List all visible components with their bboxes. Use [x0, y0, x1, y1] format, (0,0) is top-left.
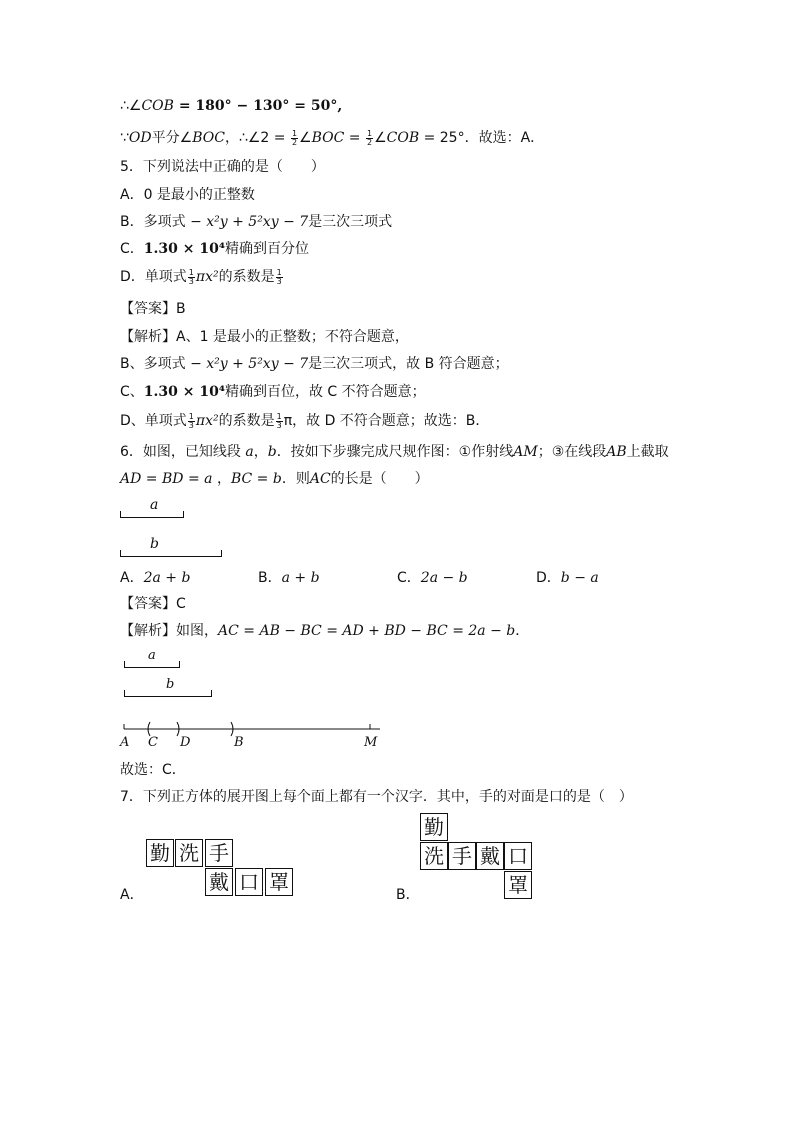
angle-value: = 180° − 130° = 50°, — [173, 98, 343, 114]
angle-cob: COB — [141, 98, 174, 114]
net-a-cell: 戴 — [205, 868, 233, 896]
point-d-label: D — [180, 735, 191, 750]
segment-b-label: b — [150, 536, 159, 552]
denominator: 2 — [366, 137, 373, 147]
text: C． — [120, 241, 144, 257]
q7-option-b-label: B． — [396, 887, 420, 903]
fig2-segment-b-label: b — [166, 677, 175, 692]
math: πx² — [195, 269, 219, 285]
bisect-text: 平分∠ — [151, 130, 193, 146]
fig2-segment-b — [124, 690, 212, 697]
math: 1.30 × 10⁴ — [143, 384, 225, 400]
text: ， — [212, 471, 231, 487]
fraction-half-2 — [366, 130, 373, 147]
net-a-cell: 罩 — [265, 868, 293, 896]
text: ，故 D 不符合题意；故选：B． — [292, 413, 490, 429]
denominator: 3 — [188, 276, 194, 286]
fraction-third-4 — [276, 413, 283, 430]
text: 【解析】如图， — [120, 623, 218, 639]
numerator: 1 — [291, 128, 298, 138]
math: 2a + b — [143, 570, 191, 586]
text: 上截取 — [626, 444, 669, 460]
q6-explain — [120, 621, 529, 641]
denominator: 2 — [291, 137, 298, 147]
angle-symbol: ∠ — [374, 130, 387, 146]
angle-boc-2: BOC — [311, 130, 345, 146]
text: 精确到百分位 — [224, 241, 309, 257]
q7-option-a-label: A． — [120, 887, 144, 903]
net-b-cell: 勤 — [420, 813, 448, 841]
q6-answer: 【答案】C — [120, 596, 186, 612]
q5-stem: 5．下列说法中正确的是（ ） — [120, 159, 325, 175]
net-b-cell: 戴 — [476, 842, 504, 870]
q5-option-b — [120, 212, 392, 232]
text: B．多项式 — [120, 214, 191, 230]
math: 2a − b — [420, 570, 468, 586]
denominator: 3 — [276, 420, 282, 430]
label: B． — [258, 570, 282, 586]
solution-line-1 — [120, 96, 342, 116]
net-a-cell: 洗 — [175, 839, 203, 867]
text: D、单项式 — [120, 413, 187, 429]
text: 是三次三项式 — [308, 214, 393, 230]
point-b-label: B — [234, 735, 244, 750]
math: πx² — [195, 413, 219, 429]
text: ．则 — [281, 471, 310, 487]
equals: = — [344, 130, 365, 146]
math: AB — [606, 444, 627, 460]
text: ． — [515, 623, 530, 639]
math: − x²y + 5²xy − 7 — [190, 214, 309, 230]
math: AC = AB − BC = AD + BD − BC = 2a − b — [218, 623, 516, 639]
math: = — [141, 471, 162, 487]
math: 1.30 × 10⁴ — [143, 241, 225, 257]
q5-explain-1: 【解析】A、1 是最小的正整数；不符合题意， — [120, 329, 409, 345]
net-b-cell: 洗 — [420, 842, 448, 870]
because-symbol: ∵ — [120, 130, 129, 146]
text: D．单项式 — [120, 269, 187, 285]
math: = — [252, 471, 273, 487]
point-c-label: C — [148, 735, 158, 750]
text: C、 — [120, 384, 144, 400]
numerator: 1 — [188, 411, 194, 421]
label: C． — [397, 570, 421, 586]
q5-option-d — [120, 267, 284, 287]
text: ；③在线段 — [537, 444, 607, 460]
numerator: 1 — [276, 411, 282, 421]
q7-stem: 7．下列正方体的展开图上每个面上都有一个汉字．其中，手的对面是口的是（ ） — [120, 789, 633, 805]
math: b — [272, 471, 282, 487]
text: 6．如图，已知线段 — [120, 444, 246, 460]
ray-am-figure — [118, 718, 388, 738]
segment-a-label: a — [150, 497, 159, 513]
numerator: 1 — [276, 267, 282, 277]
q6-option-b — [258, 567, 320, 587]
result-text: = 25°．故选：A． — [419, 130, 545, 146]
q6-choose: 故选：C． — [120, 762, 186, 778]
net-b-cell: 手 — [448, 842, 476, 870]
solution-line-2 — [120, 128, 544, 148]
q5-explain-4 — [120, 411, 489, 431]
text: 是三次三项式，故 B 符合题意； — [308, 356, 509, 372]
text: 的系数是 — [218, 413, 275, 429]
net-b-cell: 罩 — [504, 871, 532, 899]
text: B、多项式 — [120, 356, 191, 372]
pi: π — [283, 413, 293, 429]
net-a-cell: 手 — [205, 839, 233, 867]
q5-answer: 【答案】B — [120, 301, 186, 317]
label: A． — [120, 570, 144, 586]
angle-boc: BOC — [192, 130, 225, 146]
fraction-third-3 — [188, 413, 195, 430]
text: ， — [253, 444, 268, 460]
numerator: 1 — [366, 128, 373, 138]
text: ．按如下步骤完成尺规作图：①作射线 — [276, 444, 514, 460]
text: 的长是（ ） — [330, 471, 429, 487]
angle-2-eq: ，∴∠2 = — [224, 130, 290, 146]
angle-cob-2: COB — [386, 130, 420, 146]
q5-option-c — [120, 239, 309, 259]
segment-b — [120, 550, 222, 557]
math: AM — [513, 444, 538, 460]
segment-a — [120, 511, 184, 518]
text: 精确到百位，故 C 不符合题意； — [224, 384, 426, 400]
q6-stem-2 — [120, 469, 429, 489]
angle-symbol: ∠ — [299, 130, 312, 146]
math: b − a — [560, 570, 599, 586]
q6-option-d — [536, 567, 599, 587]
net-a-cell: 勤 — [146, 839, 174, 867]
net-a-cell: 口 — [235, 868, 263, 896]
math: AD — [120, 471, 142, 487]
q5-option-a: A．0 是最小的正整数 — [120, 187, 255, 203]
q5-explain-3 — [120, 382, 426, 402]
math: a + b — [281, 570, 320, 586]
q6-option-c — [397, 567, 468, 587]
denominator: 3 — [188, 420, 194, 430]
text: 的系数是 — [218, 269, 275, 285]
point-m-label: M — [364, 735, 378, 750]
math: BC — [230, 471, 253, 487]
q6-option-a — [120, 567, 190, 587]
math: − x²y + 5²xy − 7 — [190, 356, 309, 372]
math: = — [183, 471, 205, 487]
math: a — [204, 471, 213, 487]
fraction-half — [291, 130, 298, 147]
math: a — [245, 444, 254, 460]
fraction-third — [188, 269, 195, 286]
fig2-segment-a — [124, 661, 180, 668]
fraction-third-2 — [276, 269, 283, 286]
segment-od: OD — [128, 130, 152, 146]
math: b — [267, 444, 277, 460]
q6-stem-1 — [120, 442, 669, 462]
point-a-label: A — [120, 735, 130, 750]
label: D． — [536, 570, 561, 586]
numerator: 1 — [188, 267, 194, 277]
q5-explain-2 — [120, 354, 509, 374]
math: AC — [309, 471, 331, 487]
math: BD — [161, 471, 184, 487]
fig2-segment-a-label: a — [148, 648, 156, 663]
denominator: 3 — [276, 276, 282, 286]
therefore-angle: ∴∠ — [120, 98, 142, 114]
net-b-cell: 口 — [504, 842, 532, 870]
